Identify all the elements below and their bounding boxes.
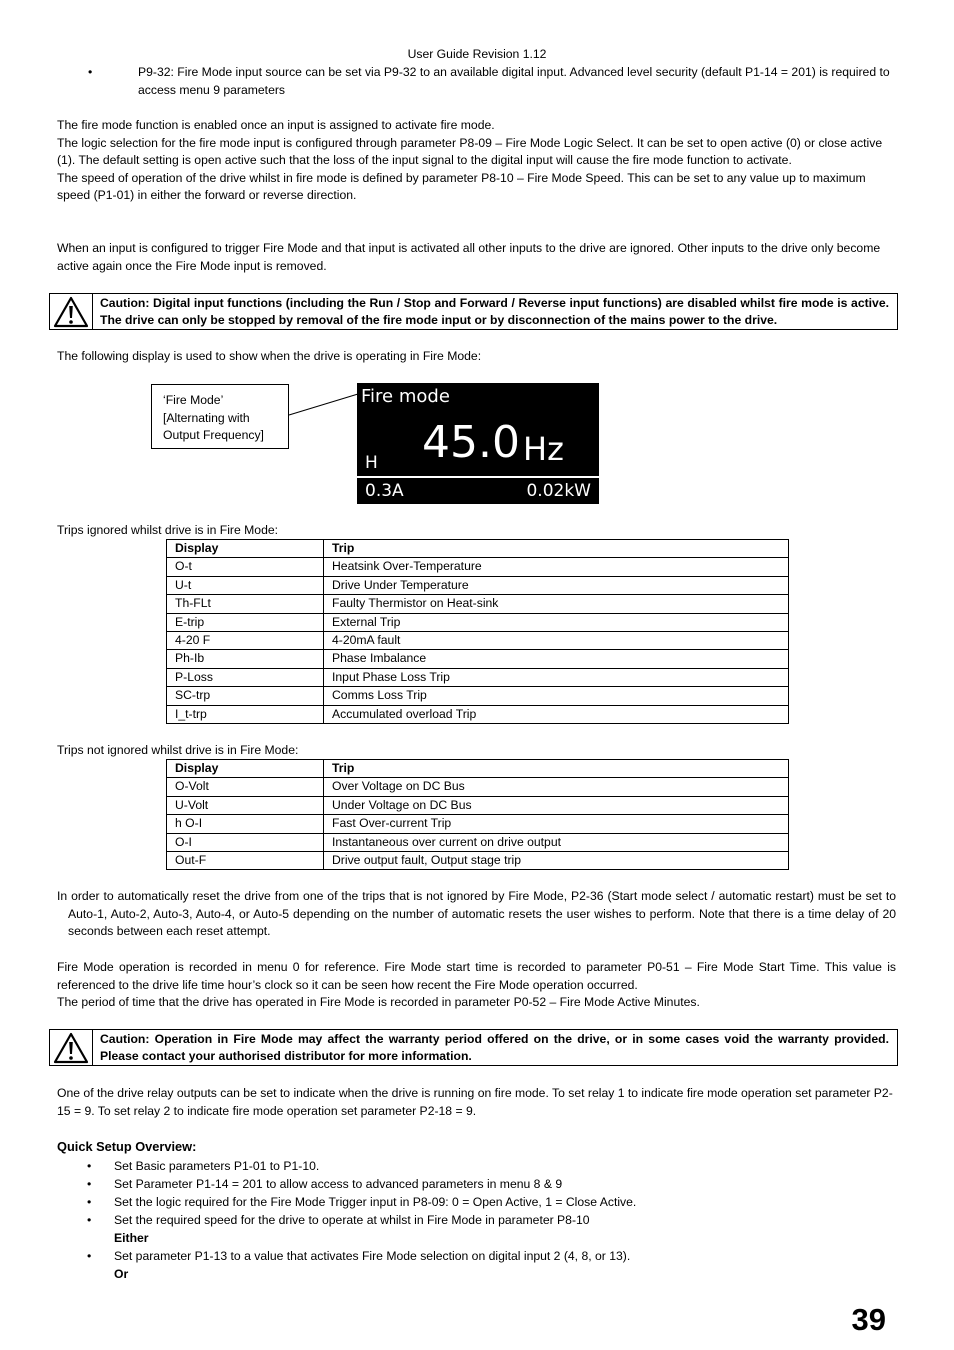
- caution-text: Caution: Operation in Fire Mode may affect the warranty period offered on the drive, or in some cases void the warranty provided. Please contact your authorised distributor for more information.: [100, 1032, 889, 1064]
- table-row: [167, 613, 789, 631]
- table-row: [167, 595, 789, 613]
- table1-caption: Trips ignored whilst drive is in Fire Mode:: [57, 523, 279, 537]
- or-label: Or: [114, 1267, 129, 1281]
- list-item-text: Set parameter P1-13 to a value that activates Fire Mode selection on digital input 2 (4, 8, or 13).: [114, 1249, 631, 1263]
- para-line: The logic selection for the fire mode input is configured through parameter P8-09 – Fire Mode Logic Select. It can be set to open active (0) or close active (1). The default setting is open active such that the loss of the input signal to the digital input will cause the fire mode function to activate.: [57, 135, 883, 168]
- cell-trip-description: Comms Loss Trip: [324, 687, 789, 705]
- lcd-frequency-value: 45.0: [422, 417, 520, 468]
- caution-box-inputs: [49, 293, 898, 330]
- cell-trip-description: Over Voltage on DC Bus: [324, 778, 789, 796]
- drive-lcd-display: [357, 383, 599, 504]
- trips-ignored-table: [166, 539, 789, 724]
- fire-mode-recording: [57, 959, 896, 1012]
- lcd-frequency-unit: Hz: [523, 430, 564, 468]
- list-item-either: [57, 1229, 897, 1247]
- para-line: The fire mode function is enabled once an input is assigned to activate fire mode.: [57, 118, 495, 132]
- cell-display-code: Ph-Ib: [167, 650, 324, 668]
- table2-caption: Trips not ignored whilst drive is in Fire Mode:: [57, 743, 299, 757]
- cell-display-code: SC-trp: [167, 687, 324, 705]
- table-row: [167, 687, 789, 705]
- cell-display-code: U-t: [167, 576, 324, 594]
- cell-display-code: Th-FLt: [167, 595, 324, 613]
- list-item: • Set Parameter P1-14 = 201 to allow access to advanced parameters in menu 8 & 9: [87, 1177, 563, 1191]
- cell-display-code: I_t-trp: [167, 705, 324, 723]
- cell-trip-description: 4-20mA fault: [324, 632, 789, 650]
- either-label: Either: [114, 1231, 149, 1245]
- table-header-row: [167, 540, 789, 558]
- bullet-dot: •: [88, 65, 93, 79]
- cell-display-code: E-trip: [167, 613, 324, 631]
- cell-trip-description: Heatsink Over-Temperature: [324, 558, 789, 576]
- cell-trip-description: Drive output fault, Output stage trip: [324, 852, 789, 870]
- list-item-text: Set Basic parameters P1-01 to P1-10.: [114, 1159, 320, 1173]
- callout-line: [Alternating with: [163, 410, 250, 425]
- table-row: [167, 833, 789, 851]
- inputs-ignored-paragraph: When an input is configured to trigger Fire Mode and that input is activated all other inputs to the drive are ignored. Other inputs to the drive only become active again once the Fire Mode input is removed.: [57, 241, 881, 273]
- para-line: Fire Mode operation is recorded in menu 0 for reference. Fire Mode start time is recorded to parameter P0-51 – Fire Mode Start Time. This value is referenced to the drive life time hour’s clock so it can be seen how recent the Fire Mode operation occurred.: [57, 960, 896, 992]
- warning-icon: [50, 1030, 93, 1065]
- callout-box: [151, 384, 289, 449]
- lcd-divider: [357, 476, 599, 478]
- cell-display-code: O-t: [167, 558, 324, 576]
- trips-not-ignored-table: [166, 759, 789, 870]
- cell-display-code: U-Volt: [167, 796, 324, 814]
- list-item: • Set Basic parameters P1-01 to P1-10.: [87, 1159, 320, 1173]
- para-line: The period of time that the drive has operated in Fire Mode is recorded in parameter P0-52 – Fire Mode Active Minutes.: [57, 995, 700, 1010]
- cell-trip-description: Input Phase Loss Trip: [324, 668, 789, 686]
- column-header-display: Display: [167, 540, 324, 558]
- lcd-current: 0.3A: [365, 481, 404, 501]
- page-number: 39: [851, 1302, 886, 1337]
- para-line: The speed of operation of the drive whilst in fire mode is defined by parameter P8-10 – Fire Mode Speed. This can be set to any value up to maximum speed (P1-01) in either the forward or reverse direction.: [57, 170, 866, 203]
- cell-trip-description: Instantaneous over current on drive output: [324, 833, 789, 851]
- table-row: [167, 576, 789, 594]
- page-header: User Guide Revision 1.12: [407, 47, 547, 61]
- cell-display-code: Out-F: [167, 852, 324, 870]
- column-header-trip: Trip: [324, 760, 789, 778]
- cell-display-code: O-I: [167, 833, 324, 851]
- list-item: • Set parameter P1-13 to a value that activates Fire Mode selection on digital input 2 (4, 8, or 13).: [87, 1249, 631, 1263]
- relay-paragraph: One of the drive relay outputs can be set to indicate when the drive is running on fire mode. To set relay 1 to indicate fire mode operation set parameter P2-15 = 9. To set relay 2 to indicate fire mode operation set parameter P2-18 = 9.: [57, 1086, 893, 1118]
- table-row: [167, 632, 789, 650]
- table-row: [167, 815, 789, 833]
- cell-display-code: 4-20 F: [167, 632, 324, 650]
- cell-display-code: h O-I: [167, 815, 324, 833]
- table-header-row: [167, 760, 789, 778]
- callout-line: ‘Fire Mode’: [163, 393, 224, 407]
- table-row: [167, 558, 789, 576]
- cell-trip-description: External Trip: [324, 613, 789, 631]
- cell-trip-description: Fast Over-current Trip: [324, 815, 789, 833]
- list-item-text: Set the logic required for the Fire Mode Trigger input in P8-09: 0 = Open Active, 1 = Close Active.: [114, 1195, 637, 1209]
- cell-trip-description: Faulty Thermistor on Heat-sink: [324, 595, 789, 613]
- column-header-display: Display: [167, 760, 324, 778]
- lcd-indicator: H: [365, 453, 378, 473]
- table-row: [167, 778, 789, 796]
- display-intro: The following display is used to show when the drive is operating in Fire Mode:: [57, 349, 482, 363]
- list-item-text: Set Parameter P1-14 = 201 to allow access to advanced parameters in menu 8 & 9: [114, 1177, 563, 1191]
- caution-box-warranty: [49, 1029, 898, 1066]
- table-row: [167, 705, 789, 723]
- table-row: [167, 852, 789, 870]
- column-header-trip: Trip: [324, 540, 789, 558]
- list-item-text: Set the required speed for the drive to operate at whilst in Fire Mode in parameter P8-10: [114, 1213, 590, 1227]
- intro-bullet: [88, 64, 898, 99]
- caution-text: Caution: Digital input functions (including the Run / Stop and Forward / Reverse input functions) are disabled whilst fire mode is active. The drive can only be stopped by removal of the fire mode input or by disconnection of the mains power to the drive.: [100, 296, 889, 328]
- quick-setup-list: [57, 1157, 897, 1283]
- cell-trip-description: Under Voltage on DC Bus: [324, 796, 789, 814]
- lcd-power: 0.02kW: [526, 481, 591, 501]
- cell-trip-description: Drive Under Temperature: [324, 576, 789, 594]
- table-row: [167, 650, 789, 668]
- cell-trip-description: Accumulated overload Trip: [324, 705, 789, 723]
- cell-display-code: P-Loss: [167, 668, 324, 686]
- lcd-mode-text: Fire mode: [361, 386, 450, 407]
- list-item: • Set the logic required for the Fire Mode Trigger input in P8-09: 0 = Open Active, 1 = Close Active.: [87, 1195, 637, 1209]
- list-item: • Set the required speed for the drive to operate at whilst in Fire Mode in parameter P8-10: [87, 1213, 590, 1227]
- intro-bullet-text: P9-32: Fire Mode input source can be set via P9-32 to an available digital input. Advanced level security (default P1-14 = 201) is required to access menu 9 parameters: [138, 65, 890, 97]
- warning-icon: [50, 294, 93, 329]
- quick-setup-heading: Quick Setup Overview:: [57, 1139, 197, 1154]
- table-row: [167, 796, 789, 814]
- cell-trip-description: Phase Imbalance: [324, 650, 789, 668]
- list-item-or: [57, 1265, 897, 1283]
- callout-leader-line: [288, 390, 360, 418]
- fire-mode-description: [57, 117, 897, 205]
- callout-line: Output Frequency]: [163, 428, 264, 442]
- auto-reset-paragraph: In order to automatically reset the drive from one of the trips that is not ignored by Fire Mode, P2-36 (Start mode select / automatic restart) must be set to Auto-1, Auto-2, Auto-3, Auto-4, or Auto-5 depending on the number of automatic resets the user wishes to perform. Note that there is a time delay of 20 seconds between each reset attempt.: [57, 889, 896, 939]
- table-row: [167, 668, 789, 686]
- cell-display-code: O-Volt: [167, 778, 324, 796]
